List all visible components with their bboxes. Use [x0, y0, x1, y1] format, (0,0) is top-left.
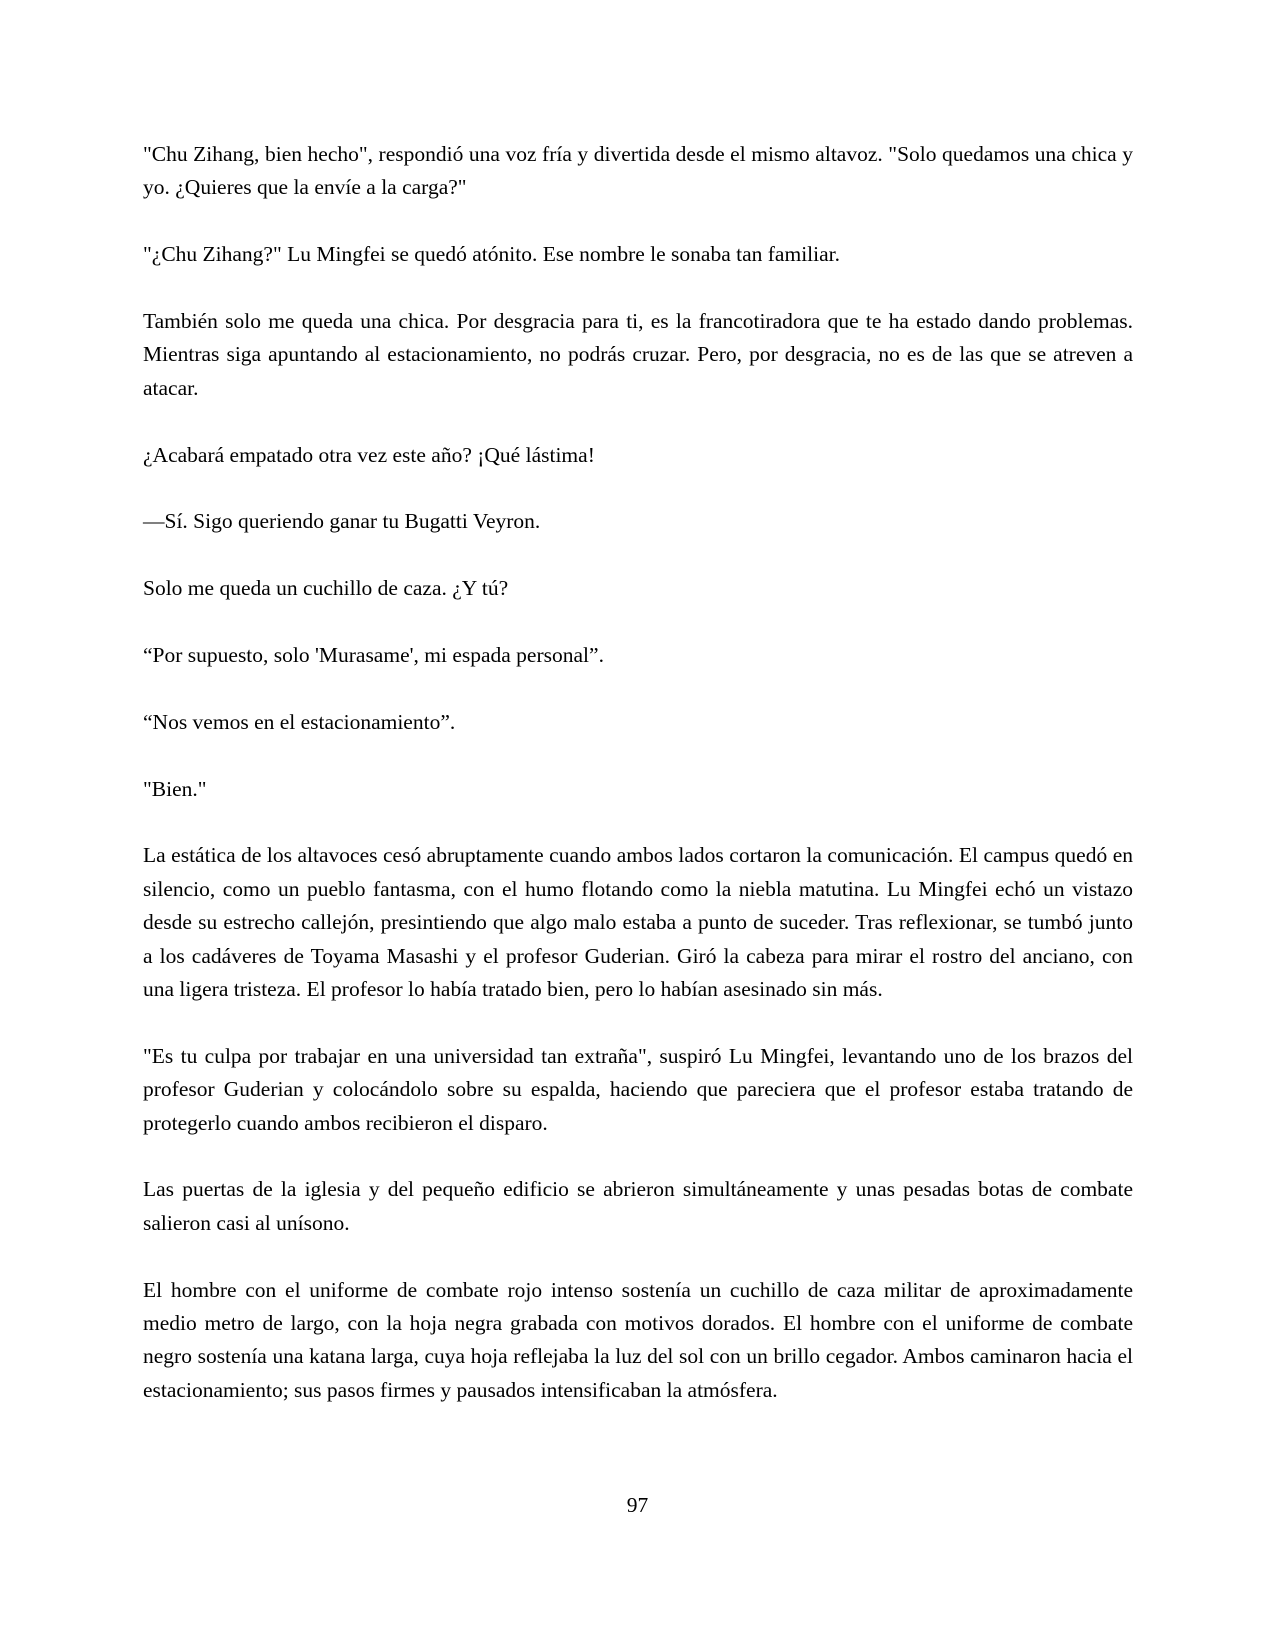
page-number: 97	[626, 1493, 649, 1517]
paragraph: También solo me queda una chica. Por desgracia para ti, es la francotiradora que te ha estado dando problemas. Mientras siga apuntando al estacionamiento, no podrás cruzar. Pero, por desgracia, no es de las que se atreven a atacar.	[143, 309, 1133, 400]
paragraph: La estática de los altavoces cesó abruptamente cuando ambos lados cortaron la comunicación. El campus quedó en silencio, como un pueblo fantasma, con el humo flotando como la niebla matutina. Lu Mingfei echó un vistazo desde su estrecho callejón, presintiendo que algo malo estaba a punto de suceder. Tras reflexionar, se tumbó junto a los cadáveres de Toyama Masashi y el profesor Guderian. Giró la cabeza para mirar el rostro del anciano, con una ligera tristeza. El profesor lo había tratado bien, pero lo habían asesinado sin más.	[143, 843, 1133, 1002]
paragraph: Las puertas de la iglesia y del pequeño edificio se abrieron simultáneamente y unas pesadas botas de combate salieron casi al unísono.	[143, 1177, 1133, 1235]
paragraph: “Nos vemos en el estacionamiento”.	[143, 709, 456, 734]
paragraph: "Es tu culpa por trabajar en una universidad tan extraña", suspiró Lu Mingfei, levantando uno de los brazos del profesor Guderian y colocándolo sobre su espalda, haciendo que pareciera que el profesor estaba tratando de protegerlo cuando ambos recibieron el disparo.	[143, 1043, 1133, 1135]
paragraph: "Chu Zihang, bien hecho", respondió una voz fría y divertida desde el mismo altavoz. "Solo quedamos una chica y yo. ¿Quieres que la envíe a la carga?"	[143, 142, 1133, 200]
paragraph: "¿Chu Zihang?" Lu Mingfei se quedó atónito. Ese nombre le sonaba tan familiar.	[143, 242, 841, 267]
paragraph: El hombre con el uniforme de combate rojo intenso sostenía un cuchillo de caza militar de aproximadamente medio metro de largo, con la hoja negra grabada con motivos dorados. El hombre con el uniforme de combate negro sostenía una katana larga, cuya hoja reflejaba la luz del sol con un brillo cegador. Ambos caminaron hacia el estacionamiento; sus pasos firmes y pausados intensificaban la atmósfera.	[143, 1277, 1133, 1402]
paragraph: "Bien."	[143, 776, 207, 801]
paragraph: —Sí. Sigo queriendo ganar tu Bugatti Veyron.	[143, 509, 541, 534]
paragraph: “Por supuesto, solo 'Murasame', mi espada personal”.	[143, 643, 604, 667]
paragraph: ¿Acabará empatado otra vez este año? ¡Qué lástima!	[143, 442, 595, 467]
paragraph: Solo me queda un cuchillo de caza. ¿Y tú?	[143, 576, 509, 601]
